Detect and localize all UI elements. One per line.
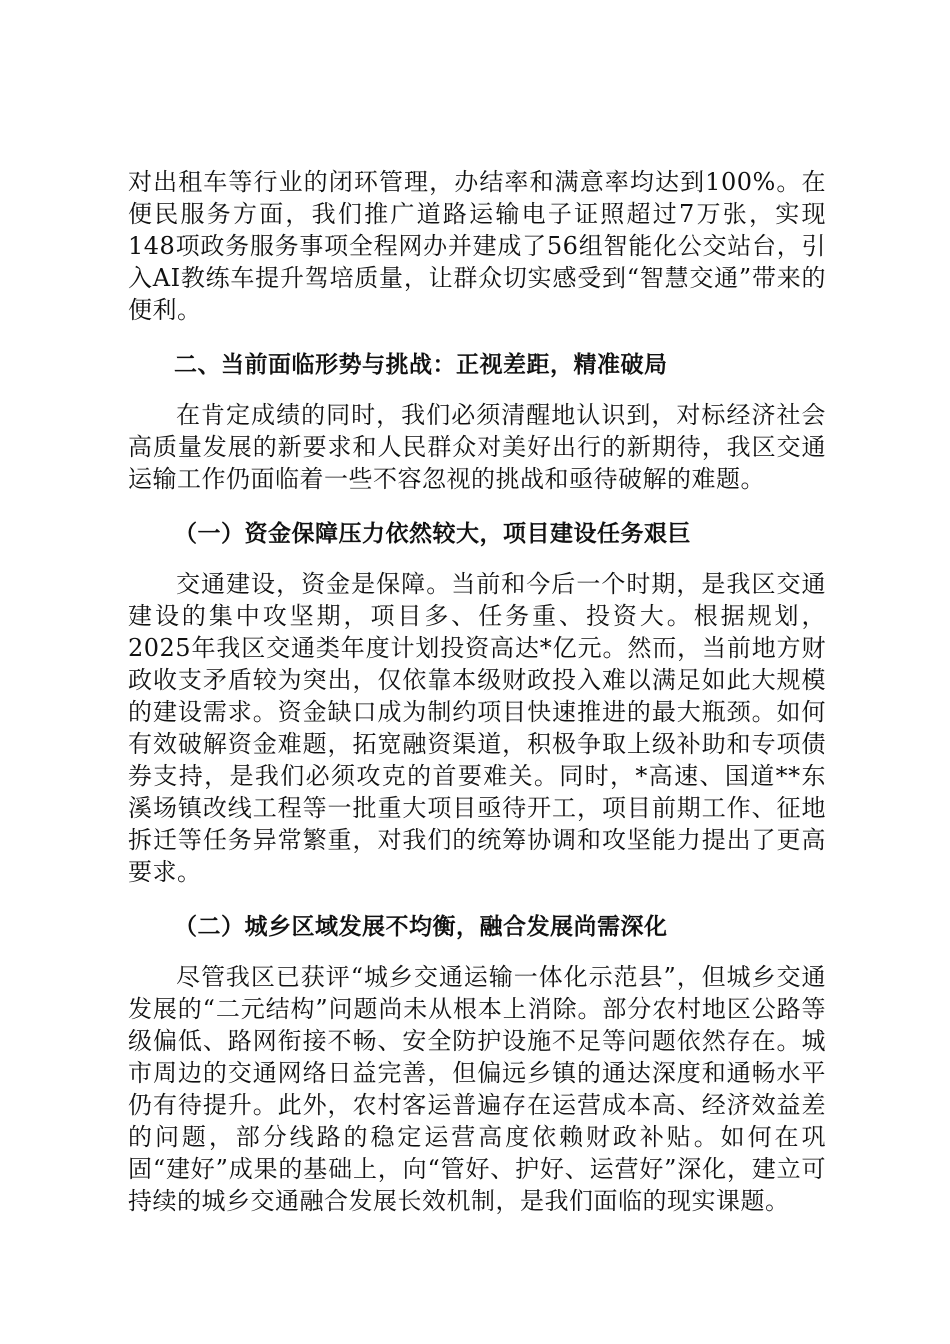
subsection-heading-2: （二）城乡区域发展不均衡，融合发展尚需深化 — [174, 914, 668, 940]
spacer — [128, 550, 826, 568]
paragraph-continuation: 对出租车等行业的闭环管理，办结率和满意率均达到100%。在便民服务方面，我们推广道路运输电子证照超过7万张，实现148项政务服务事项全程网办并建成了56组智能化公交站台，引入AI教练车提升驾培质量，让群众切实感受到“智慧交通”带来的便利。 — [128, 168, 826, 324]
paragraph-funding: 交通建设，资金是保障。当前和今后一个时期，是我区交通建设的集中攻坚期，项目多、任务重、投资大。根据规划，2025年我区交通类年度计划投资高达*亿元。然而，当前地方财政收支矛盾较为突出，仅依靠本级财政投入难以满足如此大规模的建设需求。资金缺口成为制约项目快速推进的最大瓶颈。如何有效破解资金难题，拓宽融资渠道，积极争取上级补助和专项债券支持，是我们必须攻克的首要难关。同时，*高速、国道**东溪场镇改线工程等一批重大项目亟待开工，项目前期工作、征地拆迁等任务异常繁重，对我们的统筹协调和攻坚能力提出了更高要求。 — [128, 570, 826, 886]
spacer — [128, 888, 826, 911]
spacer — [128, 381, 826, 399]
spacer — [128, 326, 826, 349]
subsection-heading-1: （一）资金保障压力依然较大，项目建设任务艰巨 — [174, 521, 691, 547]
document-body — [128, 166, 826, 1217]
paragraph-intro: 在肯定成绩的同时，我们必须清醒地认识到，对标经济社会高质量发展的新要求和人民群众对美好出行的新期待，我区交通运输工作仍面临着一些不容忽视的挑战和亟待破解的难题。 — [128, 401, 826, 493]
section-heading-2: 二、当前面临形势与挑战：正视差距，精准破局 — [174, 352, 668, 378]
spacer — [128, 943, 826, 961]
paragraph-urban-rural: 尽管我区已获评“城乡交通运输一体化示范县”，但城乡交通发展的“二元结构”问题尚未从根本上消除。部分农村地区公路等级偏低、路网衔接不畅、安全防护设施不足等问题依然存在。城市周边的交通网络日益完善，但偏远乡镇的通达深度和通畅水平仍有待提升。此外，农村客运普遍存在运营成本高、经济效益差的问题，部分线路的稳定运营高度依赖财政补贴。如何在巩固“建好”成果的基础上，向“管好、护好、运营好”深化，建立可持续的城乡交通融合发展长效机制，是我们面临的现实课题。 — [128, 963, 826, 1215]
spacer — [128, 495, 826, 518]
